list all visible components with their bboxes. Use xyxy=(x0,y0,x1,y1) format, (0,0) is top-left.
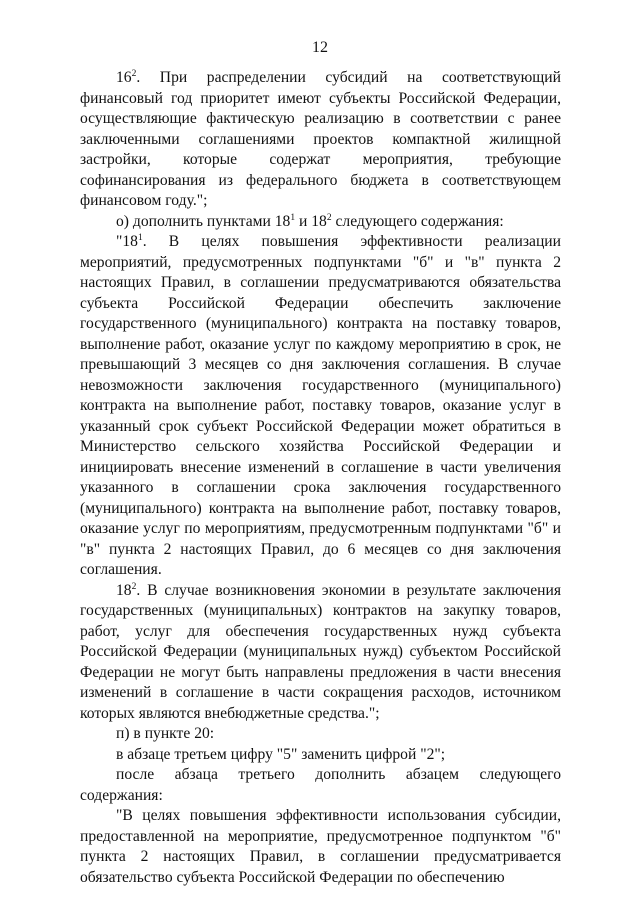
page-number: 12 xyxy=(312,39,328,56)
superscript: 1 xyxy=(137,233,143,243)
superscript: 1 xyxy=(290,212,296,223)
paragraph-item-p: п) в пункте 20: xyxy=(116,725,215,742)
paragraph-18-1: "$18^1$. В целях повышения эффективности реализации мероприятий, предусмотренных подпунктами "б" и "в" пункта 2 настоящих Правил, в соглашении предусматриваются обязательства субъекта Российской Федерации обеспечить заключение государственного (муниципального) контракта на поставку товаров, выполнение работ, оказание услуг по каждому мероприятию в срок, не превышающий 3 месяцев со дня заключения соглашения. В случае невозможности заключения государственного (муниципального) контракта на выполнение работ, поставку товаров, оказание услуг в указанный срок субъект Российской Федерации может обратиться в Министерство сельского хозяйства Российской Федерации и инициировать внесение изменений в соглашение в части увеличения указанного в соглашении срока заключения государственного (муниципального) контракта на выполнение работ, поставку товаров, оказание услуг по мероприятиям, предусмотренным подпунктами "б" и "в" пункта 2 настоящих Правил, до 6 месяцев со дня заключения соглашения. xyxy=(80,233,561,578)
paragraph-item-o: о) дополнить пунктами $18^1$ и $18^2$ следующего содержания: xyxy=(116,212,504,230)
superscript: 2 xyxy=(131,69,137,79)
paragraph-amend-digit: в абзаце третьем цифру "5" заменить цифрой "2"; xyxy=(116,745,446,763)
paragraph-18-2: $18^2$. В случае возникновения экономии в результате заключения государственных (муниципальных) контрактов на закупку товаров, работ, услуг для обеспечения государственных нужд субъекта Российской Федерации (муниципальных нужд) субъектом Российской Федерации не могут быть направлены предложения в части внесения изменений в соглашение в части сокращения расходов, источником которых являются внебюджетные средства."; xyxy=(80,581,561,722)
superscript: 2 xyxy=(131,581,137,592)
paragraph-16-2: $16^2$. При распределении субсидий на соответствующий финансовый год приоритет имеют субъекты Российской Федерации, осуществляющие фактическую реализацию в соответствии с ранее заключенными соглашениями проектов компактной жилищной застройки, которые содержат мероприятия, требующие софинансирования из федерального бюджета в соответствующем финансовом году."; xyxy=(80,69,561,209)
paragraph-quoted-start: "В целях повышения эффективности использования субсидии, предоставленной на мероприятие, предусмотренное подпунктом "б" пункта 2 настоящих Правил, в соглашении предусматривается обязательство субъекта Российской Федерации по обеспечению xyxy=(80,807,561,886)
paragraph-add-abzac: после абзаца третьего дополнить абзацем следующего содержания: xyxy=(80,766,561,804)
document-body xyxy=(80,68,561,888)
superscript: 2 xyxy=(326,212,332,223)
